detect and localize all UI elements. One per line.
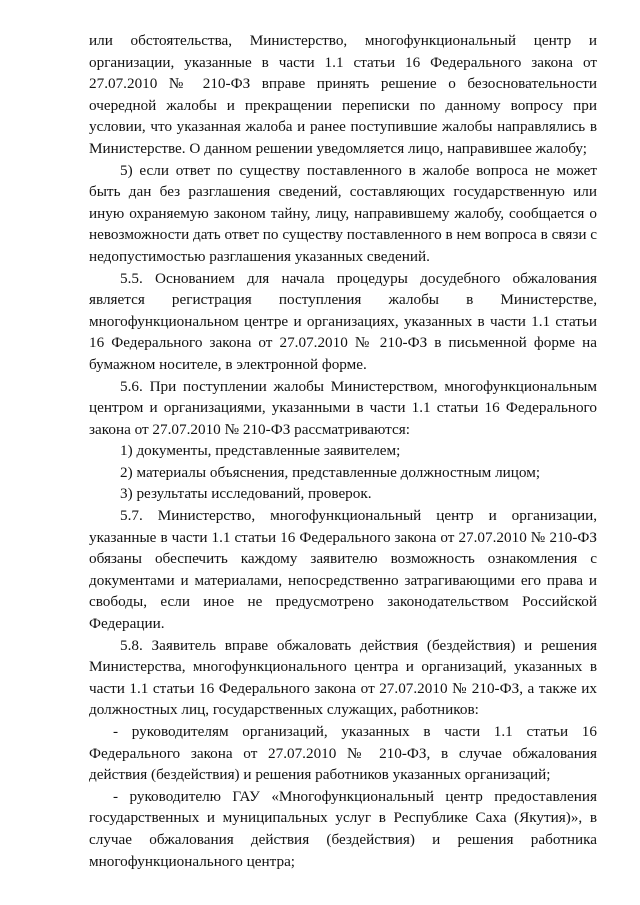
dash-item-mfc: - руководителю ГАУ «Многофункциональный центр предоставления государственных и муниципальных услуг в Республике Саха (Якутия)», в случае обжалования действия (бездействия) и решения работника многофункционального центра;	[89, 787, 597, 870]
list-item-3: 3) результаты исследований, проверок.	[120, 485, 372, 503]
list-item-2: 2) материалы объяснения, представленные должностным лицом;	[120, 463, 541, 481]
paragraph-item-5: 5) если ответ по существу поставленного в жалобе вопроса не может быть дан без разглашения сведений, составляющих государственную или иную охраняемую законом тайну, лицу, направившему жалобу, сообщается о невозможности дать ответ по существу поставленного в нем вопроса в связи с недопустимостью разглашения указанных сведений.	[89, 161, 597, 265]
paragraph-5-5: 5.5. Основанием для начала процедуры досудебного обжалования является регистрация поступления жалобы в Министерстве, многофункциональном центре и организациях, указанных в части 1.1 статьи 16 Федерального закона от 27.07.2010 № 210-ФЗ в письменной форме на бумажном носителе, в электронной форме.	[89, 269, 597, 373]
paragraph-5-8: 5.8. Заявитель вправе обжаловать действия (бездействия) и решения Министерства, многофункционального центра и организаций, указанных в части 1.1 статьи 16 Федерального закона от 27.07.2010 № 210-ФЗ, а также их должностных лиц, государственных служащих, работников:	[89, 636, 597, 719]
dash-item-organizations: - руководителям организаций, указанных в части 1.1 статьи 16 Федерального закона от 27.07.2010 № 210-ФЗ, в случае обжалования действия (бездействия) и решения работников указанных организаций;	[89, 723, 597, 784]
paragraph-5-7: 5.7. Министерство, многофункциональный центр и организации, указанные в части 1.1 статьи 16 Федерального закона от 27.07.2010 № 210-ФЗ обязаны обеспечить каждому заявителю возможность ознакомления с документами и материалами, непосредственно затрагивающими его права и свободы, если иное не предусмотрено законодательством Российской Федерации.	[89, 507, 597, 633]
paragraph-continuation: или обстоятельства, Министерство, многофункциональный центр и организации, указанные в части 1.1 статьи 16 Федерального закона от 27.07.2010 № 210-ФЗ вправе принять решение о безосновательности очередной жалобы и прекращении переписки по данному вопросу при условии, что указанная жалоба и ранее поступившие жалобы направлялись в Министерстве. О данном решении уведомляется лицо, направившее жалобу;	[89, 32, 597, 157]
list-item-1: 1) документы, представленные заявителем;	[120, 442, 401, 460]
paragraph-5-6: 5.6. При поступлении жалобы Министерством, многофункциональным центром и организациями, указанными в части 1.1 статьи 16 Федерального закона от 27.07.2010 № 210-ФЗ рассматриваются:	[89, 377, 597, 438]
